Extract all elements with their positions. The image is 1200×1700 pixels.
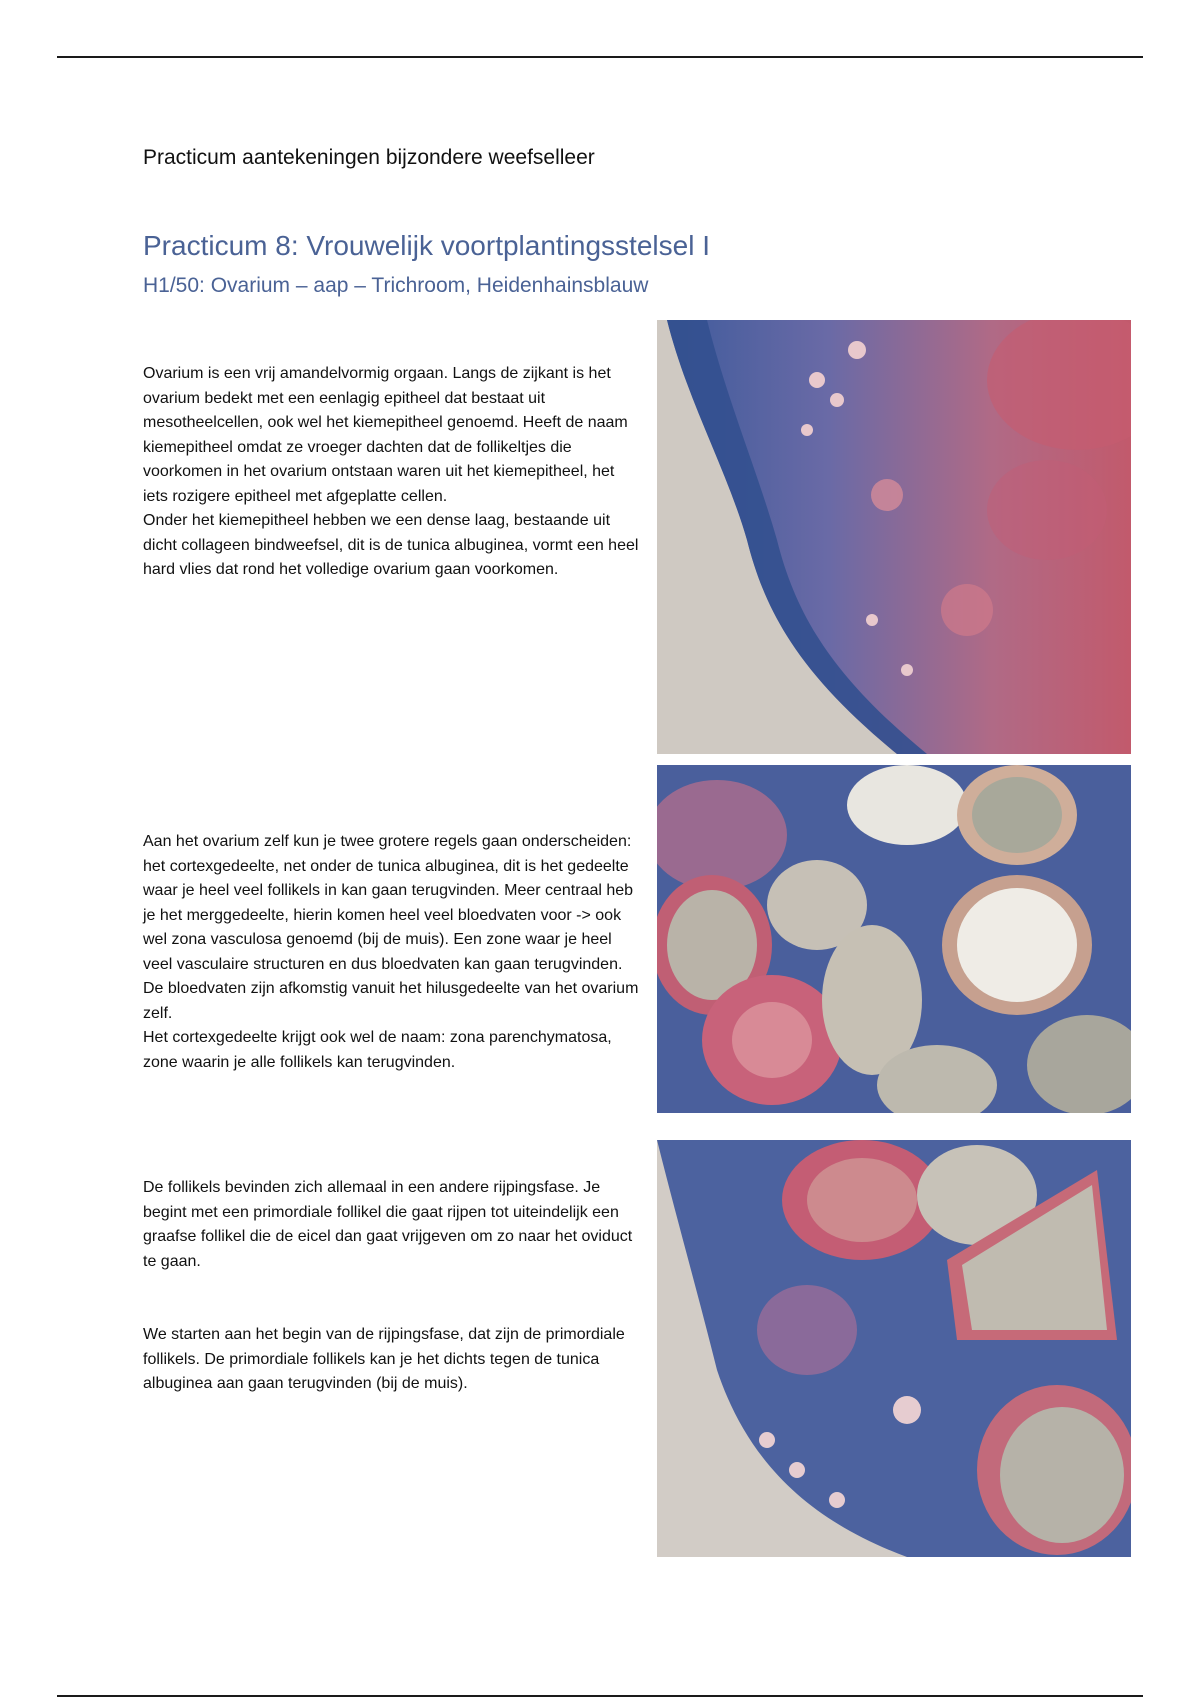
micrograph-ovarium-edge: [657, 320, 1131, 754]
paragraph-cortex-medulla: [143, 830, 643, 1075]
top-rule: [57, 56, 1143, 58]
paragraph-text: Onder het kiemepitheel hebben we een dense laag, bestaande uit dicht collageen bindweefsel, dit is de tunica albuginea, vormt een heel hard vlies dat rond het volledige ovarium gaan voorkomen.: [143, 512, 639, 578]
paragraph-text: Aan het ovarium zelf kun je twee grotere regels gaan onderscheiden: het cortexgedeelte, net onder de tunica albuginea, dit is het gedeelte waar je heel veel follikels in kan gaan terugvinden. Meer centraal heb je het merggedeelte, hierin komen heel veel bloedvaten voor -> ook wel zona vasculosa genoemd (bij de muis). Een zone waar je heel veel vasculaire structuren en dus bloedvaten kan gaan terugvinden. De bloedvaten zijn afkomstig vanuit het hilusgedeelte van het ovarium zelf.: [143, 833, 639, 1022]
paragraph-text: We starten aan het begin van de rijpingsfase, dat zijn de primordiale follikels. De primordiale follikels kan je het dichts tegen de tunica albuginea aan gaan terugvinden (bij de muis).: [143, 1326, 625, 1392]
paragraph-primordial: [143, 1323, 643, 1397]
paragraph-text: Het cortexgedeelte krijgt ook wel de naam: zona parenchymatosa, zone waarin je alle follikels kan terugvinden.: [143, 1029, 612, 1071]
paragraph-ovarium-intro: [143, 362, 643, 583]
document-header: Practicum aantekeningen bijzondere weefselleer: [143, 146, 595, 169]
micrograph-ovarium-edge-image: [657, 320, 1131, 754]
bottom-rule: [57, 1695, 1143, 1697]
paragraph-maturation: [143, 1176, 643, 1274]
paragraph-text: De follikels bevinden zich allemaal in een andere rijpingsfase. Je begint met een primordiale follikel die gaat rijpen tot uiteindelijk een graafse follikel die de eicel dan gaat vrijgeven om zo naar het oviduct te gaan.: [143, 1179, 633, 1270]
section-subtitle: H1/50: Ovarium – aap – Trichroom, Heidenhainsblauw: [143, 274, 649, 297]
micrograph-follicles-surface-image: [657, 1140, 1131, 1557]
section-title: Practicum 8: Vrouwelijk voortplantingsstelsel I: [143, 230, 710, 261]
micrograph-follicles-cortex-image: [657, 765, 1131, 1113]
micrograph-follicles-surface: [657, 1140, 1131, 1557]
micrograph-follicles-cortex: [657, 765, 1131, 1113]
paragraph-text: Ovarium is een vrij amandelvormig orgaan. Langs de zijkant is het ovarium bedekt met een eenlagig epitheel dat bestaat uit mesotheelcellen, ook wel het kiemepitheel genoemd. Heeft de naam kiemepitheel omdat ze vroeger dachten dat de follikeltjes die voorkomen in het ovarium ontstaan waren uit het kiemepitheel, het iets rozigere epitheel met afgeplatte cellen.: [143, 365, 628, 505]
